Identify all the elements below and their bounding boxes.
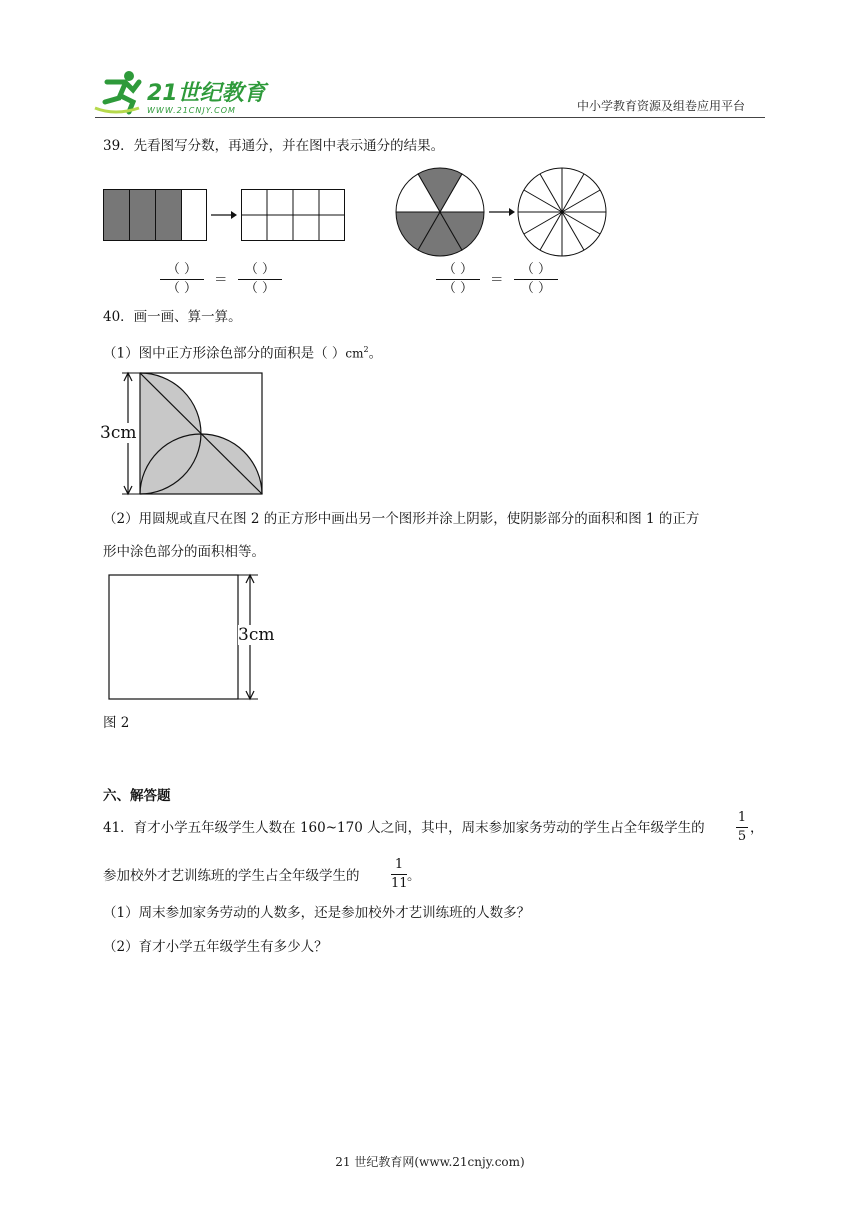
q40-part2-line1: （2）用圆规或直尺在图 2 的正方形中画出另一个图形并涂上阴影，使阴影部分的面积和图 1 的正方 — [103, 511, 700, 527]
q39-frac-left-b[interactable]: （ ） （ ） — [238, 262, 282, 297]
q41-period: 。 — [407, 868, 421, 884]
arrow-icon — [211, 210, 237, 220]
q40-fig1-dim-label: 3cm — [100, 423, 137, 443]
svg-text:WWW.21CNJY.COM: WWW.21CNJY.COM — [147, 106, 236, 115]
q39-rect-figure — [103, 189, 213, 243]
equals-sign: ＝ — [214, 272, 228, 288]
q40-part2-line2: 形中涂色部分的面积相等。 — [103, 544, 265, 560]
q41-frac-one-eleventh: 1 11 — [391, 857, 408, 891]
q41-sub1: （1）周末参加家务劳动的人数多，还是参加校外才艺训练班的人数多？ — [103, 905, 531, 921]
header-divider — [95, 117, 765, 118]
q39-frac-right-b[interactable]: （ ） （ ） — [514, 262, 558, 297]
q41-comma: ， — [750, 820, 764, 836]
footer-text: 21 世纪教育网(www.21cnjy.com) — [335, 1155, 525, 1169]
equals-sign: ＝ — [490, 272, 504, 288]
q41-sub2: （2）育才小学五年级学生有多少人？ — [103, 939, 328, 955]
q41-line1: 41．育才小学五年级学生人数在 160~170 人之间，其中，周末参加家务劳动的学生占全年级学生的 — [103, 820, 705, 836]
q40-fig2-label: 图 2 — [103, 715, 130, 731]
q41-frac-one-fifth: 1 5 — [737, 810, 747, 844]
q39-circle-12-parts[interactable] — [516, 166, 608, 258]
q39-frac-left-a[interactable]: （ ） （ ） — [160, 262, 204, 297]
q39-circle-figure — [394, 166, 486, 258]
site-logo — [95, 68, 265, 118]
section-title: 六、解答题 — [103, 788, 171, 804]
q40-text: 40．画一画、算一算。 — [103, 309, 242, 325]
svg-text:21世纪教育: 21世纪教育 — [147, 81, 266, 106]
q39-text: 39．先看图写分数，再通分，并在图中表示通分的结果。 — [103, 138, 445, 154]
q40-fig2-dim-label: 3cm — [238, 625, 275, 645]
arrow-icon — [489, 207, 515, 217]
header-right-text: 中小学教育资源及组卷应用平台 — [577, 99, 746, 113]
q40-part1: （1）图中正方形涂色部分的面积是（ ）$cm^2$。 — [103, 345, 383, 362]
q39-frac-right-a[interactable]: （ ） （ ） — [436, 262, 480, 297]
q41-line2: 参加校外才艺训练班的学生占全年级学生的 — [103, 868, 360, 884]
runner-icon — [95, 71, 139, 112]
q39-rect-grid[interactable] — [241, 189, 347, 243]
